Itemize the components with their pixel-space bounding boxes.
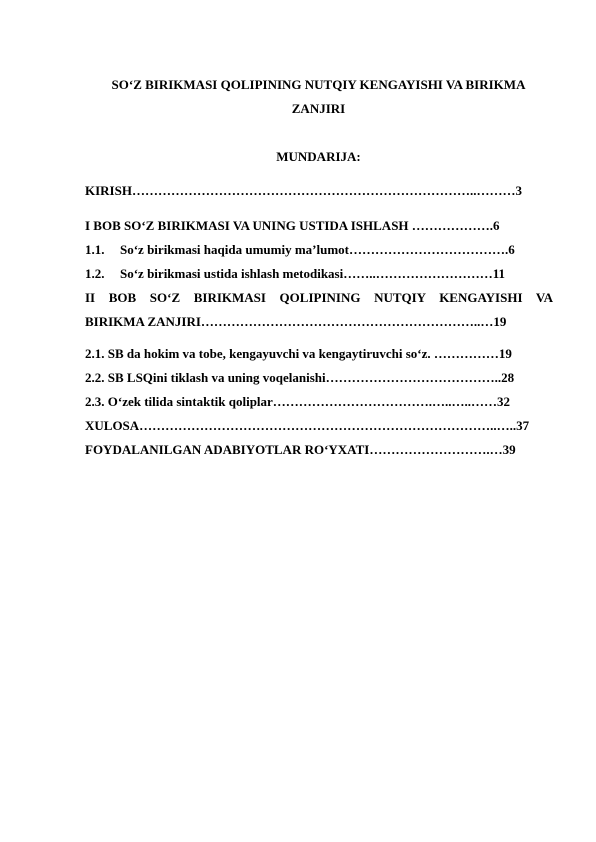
toc-entry-chapter-2-line-1: II BOB SO‘Z BIRIKMASI QOLIPINING NUTQIY KENGAYISHI VA <box>85 290 553 305</box>
toc-section-number: 1.2. <box>85 266 105 281</box>
toc-entry-section-1-2 <box>85 262 505 286</box>
contents-heading: MUNDARIJA: <box>276 149 361 164</box>
toc-entry-section-2-1: 2.1. SB da hokim va tobe, kengayuvchi va kengaytiruvchi so‘z. ……………19 <box>85 346 512 361</box>
toc-entry-conclusion: XULOSA………………………………………………………………………..…..37 <box>85 418 530 433</box>
document-title-line-2: ZANJIRI <box>291 101 346 116</box>
document-title-line-1: SO‘Z BIRIKMASI QOLIPINING NUTQIY KENGAYISHI VA BIRIKMA <box>111 77 526 92</box>
toc-entry-chapter-1: I BOB SO‘Z BIRIKMASI VA UNING USTIDA ISHLASH ……………….6 <box>85 218 500 233</box>
toc-section-number: 1.1. <box>85 242 105 257</box>
toc-entry-chapter-2-line-2: BIRIKMA ZANJIRI………………………………………………………..…19 <box>85 314 507 329</box>
toc-entry-section-2-3: 2.3. O‘zek tilida sintaktik qoliplar……………………………….…..…..……32 <box>85 394 511 409</box>
toc-entry-introduction: KIRISH……………………………………………………………………..………3 <box>85 183 522 198</box>
toc-section-title: So‘z birikmasi ustida ishlash metodikasi……..………………………11 <box>120 266 505 281</box>
toc-entry-section-1-1 <box>85 238 515 262</box>
toc-section-title: So‘z birikmasi haqida umumiy ma’lumot……………………………….6 <box>120 242 515 257</box>
toc-entry-section-2-2: 2.2. SB LSQini tiklash va uning voqelanishi…………………………………..28 <box>85 370 515 385</box>
toc-entry-references: FOYDALANILGAN ADABIYOTLAR RO‘YXATI……………………….…39 <box>85 442 516 457</box>
